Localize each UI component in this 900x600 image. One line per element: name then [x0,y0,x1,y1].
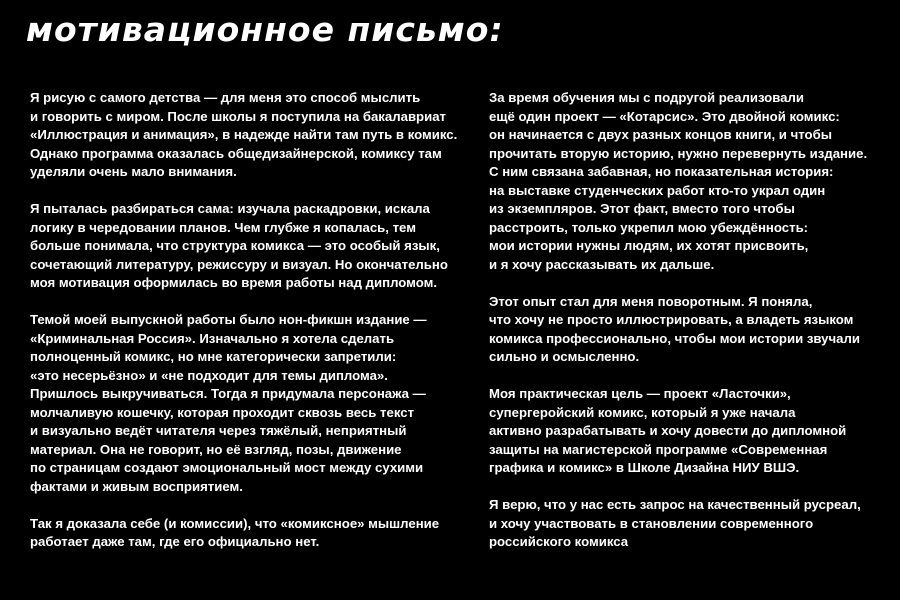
text-line: Я пыталась разбираться сама: изучала раскадровки, искала [30,201,430,216]
text-line: «Криминальная Россия». Изначально я хотела сделать [30,330,395,346]
text-line: материал. Она не говорит, но её взгляд, позы, движение [30,441,402,457]
text-line: активно разрабатывать и хочу довести до дипломной [489,423,847,438]
paragraph [489,89,884,274]
text-line: российского комикса [489,534,629,549]
text-line: молчаливую кошечку, которая проходит сквозь весь текст [30,404,415,420]
text-line: полноценный комикс, но мне категорически запретили: [30,349,397,364]
text-line: логику в чередовании планов. Чем глубже я копалась, тем [30,219,416,235]
text-line: мои истории нужны людям, их хотят присвоить, [489,238,809,253]
text-line: моя мотивация оформилась во время работы над дипломом. [30,275,438,290]
text-line: из экземпляров. Этот факт, вместо того чтобы [489,201,795,216]
text-line: Однако программа оказалась общедизайнерской, комиксу там [30,145,442,161]
text-line: супергеройский комикс, который я уже начала [489,404,796,420]
text-line: больше понимала, что структура комикса — это особый язык, [30,238,440,253]
left-text-column [30,89,475,570]
text-line: комикса профессионально, чтобы мои истории звучали [489,330,860,346]
text-line: и хочу участвовать в становлении современного [489,515,814,531]
text-line: сильно и осмысленно. [489,349,640,364]
text-line: «Иллюстрация и анимация», в надежде найти там путь в комикс. [30,127,458,142]
text-line: уделяли очень мало внимания. [30,164,237,179]
text-line: За время обучения мы с подругой реализовали [489,90,804,105]
text-line: Так я доказала себе (и комиссии), что «комиксное» мышление [30,515,440,531]
paragraph [30,311,475,496]
text-line: сочетающий литературу, режиссуру и визуал. Но окончательно [30,256,448,272]
text-line: ещё один проект — «Котарсис». Это двойной комикс: [489,108,840,124]
text-line: Моя практическая цель — проект «Ласточки», [489,386,791,401]
text-line: Пришлось выкручиваться. Тогда я придумала персонажа — [30,386,426,401]
text-line: по страницам создают эмоциональный мост между сухими [30,460,424,475]
text-line: защиты на магистерской программе «Современная [489,441,828,457]
text-line: на выставке студенческих работ кто-то украл один [489,182,826,198]
text-line: и говорить с миром. После школы я поступила на бакалавриат [30,108,447,124]
text-line: прочитать вторую историю, нужно перевернуть издание. [489,145,868,161]
text-line: расстроить, только укрепил мою убеждённость: [489,219,809,235]
text-line: Я верю, что у нас есть запрос на качественный русреал, [489,497,861,512]
text-line: что хочу не просто иллюстрировать, а владеть языком [489,312,854,327]
text-line: и визуально ведёт читателя через тяжёлый, неприятный [30,423,407,438]
paragraph [30,515,475,552]
paragraph [489,496,884,552]
text-line: фактами и живым восприятием. [30,478,243,494]
text-line: Этот опыт стал для меня поворотным. Я поняла, [489,293,813,309]
text-line: и я хочу рассказывать их дальше. [489,256,715,272]
text-line: Я рисую с самого детства — для меня это способ мыслить [30,90,421,105]
text-line: он начинается с двух разных концов книги, и чтобы [489,127,832,142]
right-text-column [489,89,884,570]
paragraph [489,385,884,478]
text-line: графика и комикс» в Школе Дизайна НИУ ВШЭ. [489,460,800,475]
text-line: «это несерьёзно» и «не подходит для темы диплома». [30,367,388,383]
paragraph [489,293,884,367]
paragraph [30,200,475,293]
page-title: мотивационное письмо: [26,10,504,49]
text-line: С ним связана забавная, но показательная история: [489,164,834,179]
paragraph [30,89,475,182]
text-line: работает даже там, где его официально нет. [30,534,320,549]
text-line: Темой моей выпускной работы было нон-фикшн издание — [30,312,427,327]
